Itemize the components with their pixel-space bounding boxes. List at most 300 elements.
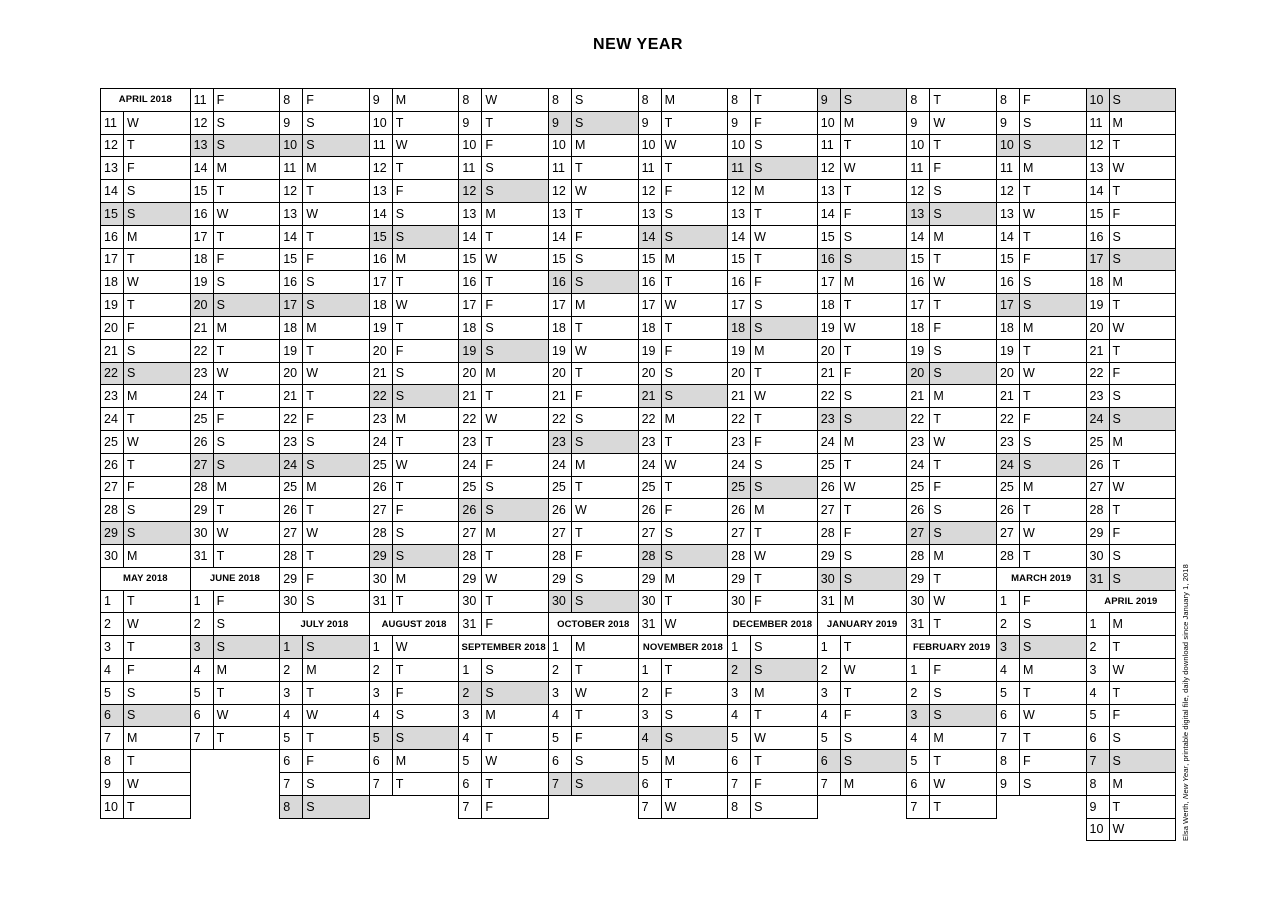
- day-number: 26: [101, 454, 124, 476]
- day-cell: [458, 544, 549, 568]
- day-letter: F: [843, 526, 852, 541]
- day-letter: S: [1112, 412, 1121, 427]
- day-letter: M: [395, 754, 407, 768]
- day-cell: [548, 384, 639, 408]
- credit-details: , printable digital file, daily download since January 1, 2018: [1181, 564, 1190, 766]
- day-letter: F: [485, 298, 494, 313]
- day-cell: [100, 772, 191, 796]
- day-letter: T: [664, 161, 673, 176]
- day-number: 17: [191, 226, 214, 248]
- day-number: 18: [101, 271, 124, 293]
- day-letter: W: [754, 389, 766, 404]
- day-cell: [638, 476, 729, 500]
- day-number: 21: [818, 363, 841, 385]
- day-letter: S: [754, 480, 763, 495]
- day-letter: S: [843, 389, 853, 404]
- day-letter: F: [395, 503, 404, 518]
- day-letter: S: [395, 548, 405, 563]
- day-number: 18: [459, 317, 482, 339]
- day-letter: T: [754, 708, 762, 723]
- day-cell: [727, 362, 818, 386]
- day-letter: W: [843, 480, 856, 495]
- day-cell: [458, 453, 549, 477]
- day-cell: [100, 202, 191, 226]
- day-cell: [727, 225, 818, 249]
- day-cell: [190, 293, 281, 317]
- day-number: 15: [1087, 203, 1110, 225]
- day-cell: [190, 134, 281, 158]
- day-number: 2: [907, 682, 930, 704]
- day-number: 29: [818, 545, 841, 567]
- day-cell: [727, 156, 818, 180]
- day-number: 22: [728, 408, 751, 430]
- day-number: 13: [1087, 157, 1110, 179]
- day-number: 6: [728, 750, 751, 772]
- day-number: 23: [549, 431, 572, 453]
- day-cell: [817, 316, 908, 340]
- day-number: 15: [728, 249, 751, 271]
- day-number: 2: [101, 613, 124, 635]
- day-cell: [279, 362, 370, 386]
- day-number: 4: [728, 705, 751, 727]
- month-header: OCTOBER 2018: [548, 612, 639, 636]
- day-letter: W: [216, 206, 229, 221]
- day-number: 6: [997, 705, 1020, 727]
- day-letter: W: [395, 457, 408, 472]
- day-letter: M: [127, 548, 138, 563]
- day-cell: [279, 270, 370, 294]
- day-number: 7: [101, 727, 124, 749]
- day-cell: [100, 704, 191, 728]
- day-letter: F: [574, 548, 583, 563]
- day-letter: T: [1022, 503, 1031, 518]
- day-number: 26: [191, 431, 214, 453]
- day-number: 25: [459, 477, 482, 499]
- day-cell: [369, 270, 460, 294]
- day-cell: [369, 339, 460, 363]
- day-cell: [100, 179, 191, 203]
- day-letter: M: [306, 161, 317, 176]
- day-letter: T: [754, 526, 762, 541]
- day-cell: [996, 179, 1087, 203]
- day-cell: [548, 111, 639, 135]
- day-number: 7: [997, 727, 1020, 749]
- day-cell: [458, 134, 549, 158]
- day-cell: [369, 453, 460, 477]
- day-cell: [548, 772, 639, 796]
- day-cell: [100, 156, 191, 180]
- day-number: 14: [997, 226, 1020, 248]
- day-cell: [817, 362, 908, 386]
- day-cell: [996, 88, 1087, 112]
- day-letter: S: [754, 161, 763, 176]
- day-cell: [996, 339, 1087, 363]
- day-letter: F: [754, 434, 762, 449]
- day-number: 8: [728, 89, 751, 111]
- day-letter: M: [1112, 115, 1123, 130]
- day-cell: [638, 362, 729, 386]
- day-number: 31: [459, 613, 482, 635]
- day-number: 2: [997, 613, 1020, 635]
- day-cell: [1086, 248, 1177, 272]
- day-number: 24: [907, 454, 930, 476]
- day-number: 22: [459, 408, 482, 430]
- day-number: 19: [459, 340, 482, 362]
- day-number: 6: [370, 750, 393, 772]
- day-number: 15: [907, 249, 930, 271]
- day-number: 4: [639, 727, 662, 749]
- day-number: 6: [818, 750, 841, 772]
- day-number: 6: [191, 705, 214, 727]
- day-number: 24: [728, 454, 751, 476]
- day-letter: F: [664, 685, 673, 700]
- day-letter: T: [1112, 799, 1121, 814]
- day-cell: [279, 134, 370, 158]
- day-number: 10: [1087, 89, 1110, 111]
- day-cell: [190, 453, 281, 477]
- day-cell: [100, 111, 191, 135]
- day-letter: T: [664, 776, 673, 791]
- day-letter: W: [216, 366, 229, 381]
- day-number: 13: [639, 203, 662, 225]
- day-letter: F: [216, 412, 225, 427]
- day-letter: T: [127, 640, 135, 655]
- day-number: 10: [1087, 819, 1110, 841]
- day-number: 17: [728, 294, 751, 316]
- day-number: 29: [728, 568, 751, 590]
- day-number: 8: [101, 750, 124, 772]
- day-cell: [817, 453, 908, 477]
- day-number: 11: [818, 135, 841, 157]
- day-letter: T: [933, 754, 941, 768]
- day-cell: [996, 704, 1087, 728]
- day-letter: F: [1022, 754, 1031, 768]
- day-letter: S: [485, 184, 494, 199]
- day-letter: T: [485, 731, 494, 746]
- day-number: 6: [280, 750, 303, 772]
- day-number: 3: [907, 705, 930, 727]
- day-cell: [279, 544, 370, 568]
- day-letter: M: [843, 115, 855, 130]
- day-cell: [279, 88, 370, 112]
- day-number: 12: [549, 180, 572, 202]
- day-number: 27: [459, 522, 482, 544]
- day-letter: M: [754, 184, 765, 199]
- day-cell: [817, 248, 908, 272]
- day-number: 11: [459, 157, 482, 179]
- day-letter: M: [843, 434, 855, 449]
- day-letter: M: [485, 366, 496, 381]
- day-cell: [369, 704, 460, 728]
- day-cell: [369, 248, 460, 272]
- day-cell: [458, 704, 549, 728]
- day-number: 17: [1087, 249, 1110, 271]
- day-cell: [279, 635, 370, 659]
- day-cell: [369, 156, 460, 180]
- day-letter: S: [1112, 229, 1121, 244]
- day-cell: [548, 635, 639, 659]
- day-cell: [727, 749, 818, 773]
- day-cell: [369, 590, 460, 614]
- day-number: 12: [101, 135, 124, 157]
- day-cell: [638, 612, 729, 636]
- day-number: 10: [818, 112, 841, 134]
- day-number: 4: [370, 705, 393, 727]
- day-cell: [1086, 134, 1177, 158]
- day-letter: W: [395, 640, 408, 655]
- day-letter: T: [306, 343, 314, 358]
- day-letter: T: [395, 434, 404, 449]
- day-letter: S: [1112, 389, 1121, 404]
- day-cell: [100, 635, 191, 659]
- day-number: 2: [370, 659, 393, 681]
- day-number: 1: [639, 659, 662, 681]
- day-cell: [458, 567, 549, 591]
- day-number: 28: [997, 545, 1020, 567]
- day-cell: [638, 521, 729, 545]
- day-cell: [100, 384, 191, 408]
- day-letter: M: [216, 161, 228, 176]
- day-cell: [369, 362, 460, 386]
- day-letter: W: [395, 298, 408, 313]
- day-cell: [100, 407, 191, 431]
- day-letter: S: [395, 206, 405, 221]
- day-number: 22: [818, 385, 841, 407]
- day-number: 1: [191, 591, 214, 613]
- day-cell: [548, 521, 639, 545]
- day-number: 12: [1087, 135, 1110, 157]
- day-number: 25: [191, 408, 214, 430]
- day-cell: [727, 202, 818, 226]
- day-cell: [279, 590, 370, 614]
- day-cell: [906, 749, 997, 773]
- day-number: 7: [549, 773, 572, 795]
- day-number: 3: [370, 682, 393, 704]
- day-cell: [100, 134, 191, 158]
- day-letter: M: [1112, 434, 1123, 449]
- day-cell: [458, 179, 549, 203]
- day-number: 16: [101, 226, 124, 248]
- day-cell: [727, 567, 818, 591]
- day-number: 20: [818, 340, 841, 362]
- day-letter: T: [574, 662, 583, 677]
- day-cell: [638, 407, 729, 431]
- day-number: 11: [728, 157, 751, 179]
- day-cell: [727, 521, 818, 545]
- day-letter: T: [754, 252, 762, 267]
- day-number: 27: [280, 522, 303, 544]
- day-letter: T: [216, 503, 225, 518]
- day-number: 5: [549, 727, 572, 749]
- day-cell: [279, 704, 370, 728]
- day-number: 16: [1087, 226, 1110, 248]
- day-cell: [458, 407, 549, 431]
- day-cell: [638, 339, 729, 363]
- day-number: 12: [818, 157, 841, 179]
- day-number: 20: [728, 363, 751, 385]
- day-cell: [638, 430, 729, 454]
- day-cell: [727, 384, 818, 408]
- day-letter: W: [933, 275, 946, 290]
- day-cell: [817, 270, 908, 294]
- day-letter: T: [485, 776, 494, 791]
- day-number: 14: [818, 203, 841, 225]
- day-letter: S: [754, 640, 763, 655]
- day-letter: F: [1112, 366, 1121, 381]
- day-cell: [996, 316, 1087, 340]
- day-letter: M: [216, 320, 228, 335]
- day-cell: [638, 225, 729, 249]
- day-letter: W: [127, 434, 139, 449]
- day-number: 14: [101, 180, 124, 202]
- day-number: 9: [818, 89, 841, 111]
- day-letter: F: [1112, 708, 1121, 723]
- day-cell: [190, 681, 281, 705]
- day-letter: T: [485, 434, 494, 449]
- day-cell: [369, 111, 460, 135]
- day-letter: M: [216, 480, 228, 495]
- day-number: 26: [280, 499, 303, 521]
- day-letter: F: [843, 206, 852, 221]
- day-number: 2: [280, 659, 303, 681]
- day-number: 19: [549, 340, 572, 362]
- day-letter: M: [754, 685, 765, 700]
- day-number: 21: [1087, 340, 1110, 362]
- day-number: 1: [997, 591, 1020, 613]
- day-cell: [190, 430, 281, 454]
- day-number: 30: [549, 591, 572, 613]
- day-letter: T: [306, 731, 314, 746]
- day-cell: [996, 521, 1087, 545]
- day-cell: [458, 293, 549, 317]
- day-number: 17: [549, 294, 572, 316]
- day-number: 31: [1087, 568, 1110, 590]
- day-number: 30: [280, 591, 303, 613]
- day-cell: [1086, 567, 1177, 591]
- day-number: 14: [907, 226, 930, 248]
- day-cell: [638, 590, 729, 614]
- day-letter: S: [127, 526, 136, 541]
- day-cell: [996, 681, 1087, 705]
- day-letter: S: [395, 731, 405, 746]
- day-cell: [1086, 202, 1177, 226]
- day-cell: [817, 567, 908, 591]
- day-number: 20: [101, 317, 124, 339]
- day-letter: S: [664, 366, 673, 381]
- day-letter: S: [1022, 640, 1032, 655]
- page-title: NEW YEAR: [593, 36, 683, 53]
- day-cell: [817, 658, 908, 682]
- day-number: 26: [907, 499, 930, 521]
- day-letter: S: [395, 229, 405, 244]
- day-number: 29: [639, 568, 662, 590]
- day-letter: S: [1112, 571, 1121, 586]
- day-letter: S: [754, 298, 763, 313]
- day-cell: [548, 156, 639, 180]
- day-number: 9: [549, 112, 572, 134]
- day-cell: [548, 430, 639, 454]
- day-letter: T: [1022, 685, 1031, 700]
- day-number: 5: [818, 727, 841, 749]
- day-letter: S: [933, 526, 942, 541]
- day-letter: T: [843, 184, 852, 199]
- day-letter: S: [127, 343, 136, 358]
- day-cell: [458, 248, 549, 272]
- day-number: 1: [907, 659, 930, 681]
- day-letter: T: [933, 571, 941, 586]
- day-number: 4: [191, 659, 214, 681]
- day-number: 24: [818, 431, 841, 453]
- day-number: 30: [907, 591, 930, 613]
- day-letter: W: [754, 731, 766, 746]
- day-cell: [727, 590, 818, 614]
- day-number: 13: [101, 157, 124, 179]
- day-cell: [727, 316, 818, 340]
- day-letter: M: [485, 206, 496, 221]
- day-number: 30: [370, 568, 393, 590]
- day-letter: M: [933, 229, 944, 244]
- day-cell: [727, 726, 818, 750]
- day-number: 17: [907, 294, 930, 316]
- day-number: 29: [549, 568, 572, 590]
- day-letter: W: [1022, 206, 1035, 221]
- day-cell: [458, 362, 549, 386]
- day-cell: [817, 339, 908, 363]
- day-letter: T: [216, 731, 225, 746]
- day-letter: S: [843, 92, 853, 107]
- day-cell: [906, 567, 997, 591]
- day-number: 11: [639, 157, 662, 179]
- day-number: 20: [191, 294, 214, 316]
- day-cell: [369, 544, 460, 568]
- day-cell: [100, 453, 191, 477]
- day-letter: S: [754, 662, 763, 677]
- day-number: 21: [728, 385, 751, 407]
- day-letter: T: [1022, 731, 1031, 746]
- day-cell: [996, 658, 1087, 682]
- day-letter: T: [754, 206, 762, 221]
- calendar-column: [100, 88, 191, 819]
- day-cell: [190, 248, 281, 272]
- day-number: 14: [191, 157, 214, 179]
- day-number: 25: [907, 477, 930, 499]
- day-letter: F: [485, 617, 494, 632]
- day-cell: [100, 726, 191, 750]
- day-letter: M: [843, 275, 855, 290]
- day-number: 5: [907, 750, 930, 772]
- day-cell: [906, 681, 997, 705]
- day-letter: F: [127, 662, 135, 677]
- day-cell: [817, 704, 908, 728]
- day-cell: [548, 225, 639, 249]
- day-letter: M: [574, 298, 586, 313]
- day-letter: S: [127, 503, 136, 518]
- day-number: 22: [191, 340, 214, 362]
- day-letter: F: [485, 138, 494, 153]
- day-number: 6: [639, 773, 662, 795]
- day-cell: [190, 726, 281, 750]
- day-cell: [548, 544, 639, 568]
- day-number: 19: [280, 340, 303, 362]
- day-number: 9: [997, 773, 1020, 795]
- day-cell: [190, 476, 281, 500]
- day-cell: [1086, 635, 1177, 659]
- day-letter: W: [1022, 526, 1035, 541]
- day-cell: [279, 225, 370, 249]
- day-letter: M: [664, 252, 675, 267]
- day-letter: W: [395, 138, 408, 153]
- day-letter: T: [1112, 298, 1121, 313]
